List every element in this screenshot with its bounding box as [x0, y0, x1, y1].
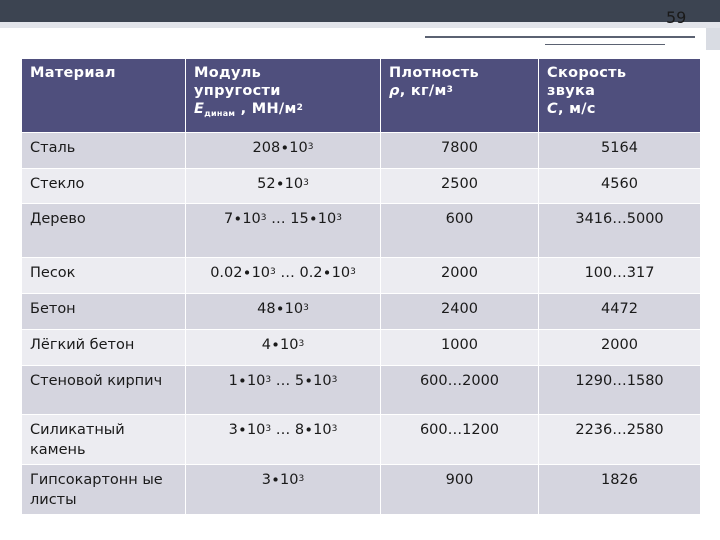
slide-top-accent	[0, 22, 720, 28]
table-row	[22, 258, 701, 294]
modulus-value-b: 0.2∙10	[299, 265, 351, 281]
decorative-line	[545, 44, 665, 45]
cell-density: 600…1200	[381, 415, 539, 465]
cell-modulus	[186, 204, 381, 258]
modulus-value-b: 5∙10	[294, 373, 332, 389]
cell-density: 2000	[381, 258, 539, 294]
table-row	[22, 465, 701, 515]
cell-speed: 4560	[539, 169, 701, 204]
modulus-exp-a: 3	[303, 303, 309, 313]
modulus-value-a: 0.02∙10	[210, 265, 271, 281]
modulus-separator: …	[271, 422, 295, 438]
header-modulus-line2: упругости	[194, 83, 281, 99]
cell-material: Сталь	[22, 133, 186, 169]
modulus-exp-b: 3	[331, 375, 338, 385]
cell-material: Силикатный камень	[22, 415, 186, 465]
header-density	[381, 59, 539, 133]
modulus-exp-a: 3	[303, 178, 309, 188]
cell-material: Гипсокартонн ые листы	[22, 465, 186, 515]
modulus-exp-a: 3	[265, 424, 272, 434]
materials-table	[21, 58, 701, 515]
table-row	[22, 204, 701, 258]
cell-material: Стеновой кирпич	[22, 366, 186, 415]
header-speed-line3	[547, 100, 692, 118]
header-speed	[539, 59, 701, 133]
table-row	[22, 294, 701, 330]
cell-material: Дерево	[22, 204, 186, 258]
cell-density: 1000	[381, 330, 539, 366]
modulus-value-a: 1∙10	[228, 373, 266, 389]
modulus-separator: …	[266, 211, 291, 227]
modulus-value-a: 3∙10	[228, 422, 266, 438]
decorative-block	[706, 28, 720, 50]
cell-density: 600	[381, 204, 539, 258]
density-unit: , кг/м	[399, 83, 447, 99]
modulus-exp-a: 3	[260, 213, 267, 223]
modulus-value-b: 15∙10	[290, 211, 337, 227]
cell-speed: 100…317	[539, 258, 701, 294]
table-row	[22, 366, 701, 415]
speed-unit: , м/с	[557, 101, 596, 117]
cell-speed: 4472	[539, 294, 701, 330]
cell-modulus	[186, 465, 381, 515]
cell-material: Стекло	[22, 169, 186, 204]
cell-density: 600…2000	[381, 366, 539, 415]
modulus-value-a: 4∙10	[261, 337, 299, 353]
modulus-value-a: 3∙10	[261, 472, 299, 488]
modulus-exp-b: 3	[336, 213, 342, 223]
modulus-separator: …	[275, 265, 300, 281]
modulus-value-a: 7∙10	[224, 211, 261, 227]
cell-density: 2400	[381, 294, 539, 330]
modulus-symbol: E	[194, 101, 205, 117]
header-speed-line1: Скорость	[547, 65, 627, 81]
header-material-label: Материал	[30, 65, 116, 81]
cell-density: 900	[381, 465, 539, 515]
cell-modulus	[186, 133, 381, 169]
modulus-value-a: 48∙10	[257, 301, 304, 317]
modulus-value-a: 208∙10	[252, 140, 308, 156]
cell-modulus	[186, 366, 381, 415]
header-modulus-line3	[194, 100, 372, 120]
modulus-value-b: 8∙10	[294, 422, 332, 438]
cell-material: Песок	[22, 258, 186, 294]
modulus-exp-a: 3	[298, 339, 305, 349]
modulus-exp-b: 3	[350, 267, 356, 277]
cell-speed: 3416…5000	[539, 204, 701, 258]
table-row	[22, 415, 701, 465]
header-density-line2	[389, 82, 530, 100]
decorative-line	[425, 36, 695, 38]
table-header-row	[22, 59, 701, 133]
cell-modulus	[186, 294, 381, 330]
slide-top-band	[0, 0, 720, 22]
density-unit-power: 3	[446, 85, 454, 95]
modulus-exp-a: 3	[307, 142, 314, 152]
page-number: 59	[666, 8, 687, 27]
header-modulus	[186, 59, 381, 133]
table-row	[22, 330, 701, 366]
speed-symbol: C	[547, 101, 558, 117]
modulus-unit-power: 2	[296, 103, 304, 113]
cell-material: Лёгкий бетон	[22, 330, 186, 366]
header-modulus-line1: Модуль	[194, 65, 262, 81]
cell-speed: 1290…1580	[539, 366, 701, 415]
header-density-line1: Плотность	[389, 65, 479, 81]
table-row	[22, 133, 701, 169]
cell-modulus	[186, 330, 381, 366]
modulus-exp-b: 3	[331, 424, 338, 434]
header-material	[22, 59, 186, 133]
table-row	[22, 169, 701, 204]
cell-speed: 1826	[539, 465, 701, 515]
modulus-exp-a: 3	[265, 375, 272, 385]
modulus-value-a: 52∙10	[257, 176, 304, 192]
cell-modulus	[186, 258, 381, 294]
modulus-subscript: динам	[204, 109, 236, 118]
modulus-separator: …	[271, 373, 295, 389]
cell-speed: 2000	[539, 330, 701, 366]
header-speed-line2: звука	[547, 83, 596, 99]
cell-material: Бетон	[22, 294, 186, 330]
density-symbol: ρ	[389, 83, 400, 99]
cell-density: 7800	[381, 133, 539, 169]
cell-modulus	[186, 169, 381, 204]
modulus-exp-a: 3	[298, 474, 305, 484]
cell-density: 2500	[381, 169, 539, 204]
cell-speed: 2236…2580	[539, 415, 701, 465]
modulus-exp-a: 3	[270, 267, 276, 277]
modulus-unit: , МН/м	[235, 101, 297, 117]
cell-modulus	[186, 415, 381, 465]
cell-speed: 5164	[539, 133, 701, 169]
